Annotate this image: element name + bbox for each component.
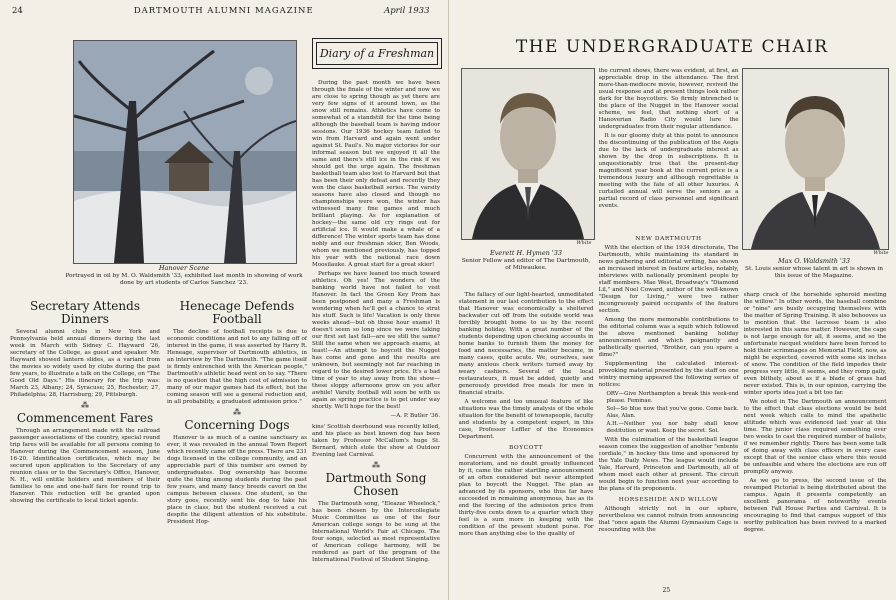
- waldsmith-caption-text: St. Louis senior whose talent in art is shown in this issue of the Magazine.: [744, 266, 884, 279]
- notice-3: A.H.—Neither you nor baby shall know destitution or want. Keep the secret. Sol.: [606, 421, 739, 434]
- diary-title: Diary of a Freshman: [316, 42, 438, 65]
- hymen-portrait: [461, 68, 595, 240]
- page-number: 24: [12, 6, 23, 16]
- hymen-caption-text: Senior Fellow and editor of The Dartmouth, of Milwaukee.: [461, 258, 591, 271]
- diary-signature: —A. P. Butler '36.: [390, 413, 440, 419]
- diary-text: During the past month we have been through the finale of the winter and now we are close to spring though as yet there are very few signs of it around town, as the snow still remains. Athletics have come to somewhat of a standstill for the time being although the baseball team is having indoor sessions. Our 1936 hockey team failed to win from Harvard and again went under against St. Paul's. No major victories for our informal season but we enjoyed it all the same and there's still ice in the rink if we should get the urge again. The freshman basketball team also lost to Harvard but that has been their only defeat and recently they won the class basketball series. The varsity seasons have also closed and though no championships were won, the winter has witnessed many fine games and much brilliant playing. As for explanation of hockey—the same old cry rings out for artificial ice. It would make a whale of a difference! The winter sports team has done nobly and our freshman skier, Ben Woods, whom we mentioned previously, has topped his year with the national race down Moosilauke. A great start for a great skier!: [312, 80, 440, 268]
- running-head: [0, 6, 448, 20]
- photo-credit: White: [873, 250, 889, 256]
- dogs-headline: Concerning Dogs: [184, 418, 290, 432]
- painting-caption: [60, 265, 308, 287]
- right-page: [449, 0, 896, 600]
- column-three-right: [744, 292, 887, 592]
- caption-text: Portrayed in oil by M. O. Waldsmith '33, exhibited last month in showing of work done by art students of Carlos Sanchez '23.: [65, 273, 303, 286]
- photo-credit: White: [576, 240, 592, 246]
- football-headline: Henecage Defends Football: [179, 300, 295, 326]
- top-text-2: It is our gloomy duty at this point to announce the discontinuing of the publication of the Aegis due to the lack of undergraduate interest as shown by the drop in subscriptions. It is unquestionably true that the present-day magnificent year book at the current price is a tremendous luxury and although regrettable is meeting with the fate of all other luxuries. A curtailed annual will serve the seniors as a partial record of class personnel and significant events.: [598, 133, 739, 209]
- boycott-text: Concurrent with the announcement of the moratorium, and no doubt greatly influenced by it, came the rather startling announcement of an often considered but never attempted plan to boycott the Nugget. The plan as advanced by its sponsors, who thus far have succeeded in remaining anonymous, has as its end the forcing of the admission price from thirty-five cents down to a quarter which they feel is a sum more in keeping with the condition of the present student purse. For more than anything else to the quality of: [458, 454, 594, 537]
- magazine-title: DARTMOUTH ALUMNI MAGAZINE: [133, 6, 314, 16]
- diary-text-2: Perhaps we have leaned too much toward athletics. Oh yes! The wonders of the banking world have not failed to visit Hanover. In fact the Green Key Prom has been postponed and many a Freshman is wondering when he'll get a chance to strut his stuff. Such is life! Vacation is only three weeks ahead—but oh those hour exams! It doesn't seem so long since we were taking our first set last fall—are we still the same? Still the same when we approach exams, at least!—An attempt to boycott the Nugget has come and gone and the results are unknown, but seemingly not far reaching in regard to the desired lower price. It's a bad time of year to stay away from the show—these sloppy afternoons grow on you after awhile! Varsity football will soon be with us again as spring practice is to get under way shortly. We'll hope for the best!: [312, 271, 440, 410]
- secretary-headline: Secretary Attends Dinners: [30, 300, 140, 326]
- boycott-subhead: BOYCOTT: [508, 445, 544, 451]
- horsehide-text: Although strictly not in our sphere, nevertheless we cannot refrain from announcing that "once again the Alumni Gymnasium Cage is resounding with the: [598, 505, 739, 533]
- dogs-continued: kins' Scottish deerhound was recently killed, and his place as best known dog has been taken by Professor McCallum's huge St. Bernard, which stole the show at Outdoor Evening last Carnival.: [312, 424, 440, 458]
- waldsmith-name: Max O. Waldsmith '33: [777, 258, 851, 265]
- secretary-text: Several alumni clubs in New York and Pennsylvania held annual dinners during the last week in March with Sidney C. Hayward '26, secretary of the College, as guest and speaker. Mr. Hayward showed lantern slides, as a variant from the movies so widely used by clubs during the past few years, to illustrate a talk on the College, on "The Good Old Days." His itinerary for the trip was: March 23, Albany; 24, Syracuse; 25, Rochester; 27, Philadelphia; 28, Harrisburg; 29, Pittsburgh.: [10, 329, 160, 398]
- new-dartmouth-text-2: Among the more memorable contributions to the editorial column was a squib which followed the above mentioned banking holiday announcement and which poignantly and pathetically queried, "Brother, can you spare a dime?": [598, 317, 739, 358]
- new-dartmouth-text-3: Supplementing the calculated interest-provoking material presented by the staff on one wintry morning appeared the following series of notices:: [598, 361, 739, 388]
- waldsmith-portrait: [742, 68, 889, 250]
- new-dartmouth-text: With the election of the 1934 directorate, The Dartmouth, while maintaining its standard in news gathering and editorial writing, has shown an increased interest in feature articles, notably, interviews with nationally prominent people by staff members. Mae West, Broadway's "Diamond Lil," and Noel Coward, author of the well-known "Design for Living," were two rather incongruously paired occupants of the feature section.: [598, 245, 739, 314]
- column-three: [312, 80, 440, 595]
- song-text: The Dartmouth song, "Eleazar Wheelock," has been chosen by the Intercollegiate Music Committee as one of the four American college songs to be sung at the International World's Fair at Chicago. The four songs, selected as most representative of American college harmony, will be rendered as part of the program of the International Festival of Student Singing.: [312, 501, 440, 563]
- column-one-right: [459, 292, 594, 592]
- right-col-text-3: As we go to press, the second issue of the revamped Pictorial is being distributed about the campus. Again it presents competently an excellent panorama of noteworthy events between Fall House Parties and Carnival. It is encouraging to find that campus support of this worthy publication has been revived to a marked degree.: [743, 478, 887, 533]
- column-one: [10, 300, 160, 595]
- commencement-text: Through an arrangement made with the railroad passenger associations of the country, special round trip fares will be available for all persons coming to Hanover during the Commencement season, June 16-20. Identification certificates, which may be secured upon application to the Secretary of any reunion class or to the Secretary's Office, Hanover, N. H., will entitle holders and members of their families to one and one-half fare for round trip to Hanover. This reduction will be granted upon showing the certificate to local ticket agents.: [10, 428, 160, 504]
- fallacy-text: The fallacy of our light-hearted, unmeditated statement in our last contribution to the effect that Hanover was economically a sheltered backwater cut off from the outside world was forcibly brought home to us by the recent banking holiday. With a great number of the students depending upon checking accounts in home banks to furnish them the money for food and necessaries, the matter became, in many cases, quite acute. We, ourselves, saw many anxious check writers turned away by weary cashiers. Several of the local restaurateurs, it must be added, quietly and generously provided free meals for men in financial straits.: [458, 292, 594, 396]
- diary-title-box: [312, 38, 442, 69]
- notice-1: ORV—Give Northampton a break this week-end please. Feminae.: [606, 391, 739, 404]
- ornament-icon: ⁂: [372, 461, 380, 470]
- new-dartmouth-subhead: NEW DARTMOUTH: [635, 236, 702, 242]
- commencement-headline: Commencement Fares: [16, 411, 154, 425]
- horsehide-subhead: HORSESHIDE AND WILLOW: [618, 496, 719, 503]
- ornament-icon: ⁂: [233, 408, 241, 417]
- caption-title: Hanover Scene: [158, 265, 210, 272]
- dogs-text: Hanover is as much of a canine sanctuary as ever, it was revealed in the annual Town Report which recently came off the press. There are 231 dogs licensed in the college community, and an appreciable part of this number are owned by undergraduates. Dog ownership has become quite the thing among students during the past few years, and many fancy breeds cavort on the campus between classes. One student, so the story goes, recently sent his dog to take his place in class, but the student received a cut despite the diligent attention of his substitute. President Hop-: [167, 435, 307, 525]
- right-col-text-2: We noted in The Dartmouth an announcement to the effect that class elections would be held next week which calls to mind the apathetic attitude which was evidenced last year at this time. The junior class required something over two weeks to cast the required number of ballots, if we remember rightly. There has been some talk of doing away with class officers in every case except that of the senior class where this would be unfeasible and where the elections are run off promptly anyway.: [743, 399, 887, 475]
- issue-date: April 1933: [384, 6, 430, 16]
- fallacy-text-2: A welcome and too unusual feature of like situations was the timely analysis of the whole situation for the benefit of townspeople, faculty and students by a competent expert, in this case, Professor Leffler of the Economics Department.: [458, 399, 594, 440]
- top-text: the current shows, there was evident, at first, an appreciable drop in the attendance. The first more-than-mediocre movie, however, revived the usual response and at present things look rather dark for the boycotters. So firmly intrenched is the place of the Nugget in the Hanover social scheme, we feel, that nothing short of a Hanoverian Radio City would lure the undergraduates from their regular attendance.: [598, 68, 739, 130]
- culmination-text: With the culmination of the basketball league season comes the suggestion of another "entente cordiale," in hockey this time and sponsored by the Yale Daily News. The league would include Yale, Harvard, Princeton and Dartmouth, all of whom meet each other at present. The circuit would begin to function next year according to the plans of its proponents.: [598, 436, 739, 492]
- right-col-text: sharp crack of the horsehide spheroid meeting the willow." In other words, the baseball combine or "nine" are busily occupying themselves with the matter of Spring Training. It also behooves us to mention that the lacrosse team is also interested in this same matter. However, the cage is not large enough for all, it seems, and so the unfortunate racquet wielders have been forced to hold their scrimmages on Memorial Field, now, as might be expected, covered with some six inches of snow. The condition of the field impedes their progress very little, it seems, and they romp gaily, even blithely, about as if a blade of grass had never existed. This is, in our opinion, carrying the winter sports idea just a bit too far.: [743, 292, 887, 396]
- page-number-right: 25: [662, 587, 671, 594]
- football-text: The decline of football receipts is due to economic conditions and not to any falling off of interest in the game, it was asserted by Harry R. Heneage, supervisor of Dartmouth athletics, in an interview by The Dartmouth. "The game itself is firmly entrenched with the American people," Dartmouth's athletic head went on to say. "There is no question that the high cost of admission to many of our major games had its effect, but the coming season will see a general reduction and, in all probability, a graduated admission price.": [167, 329, 307, 405]
- notice-2: Sol—So blue now that you've gone. Come back. Alas, Alan.: [606, 406, 739, 419]
- hymen-caption: [459, 250, 594, 272]
- hymen-name: Everett H. Hymen '33: [490, 250, 562, 257]
- column-top-middle: [599, 68, 739, 248]
- section-title: THE UNDERGRADUATE CHAIR: [515, 37, 829, 57]
- song-headline: Dartmouth Song Chosen: [325, 471, 427, 498]
- column-two-right: [599, 232, 739, 582]
- hanover-scene-painting: [73, 40, 297, 264]
- ornament-icon: ⁂: [81, 401, 89, 410]
- waldsmith-caption: [742, 258, 887, 280]
- column-two: [167, 300, 307, 595]
